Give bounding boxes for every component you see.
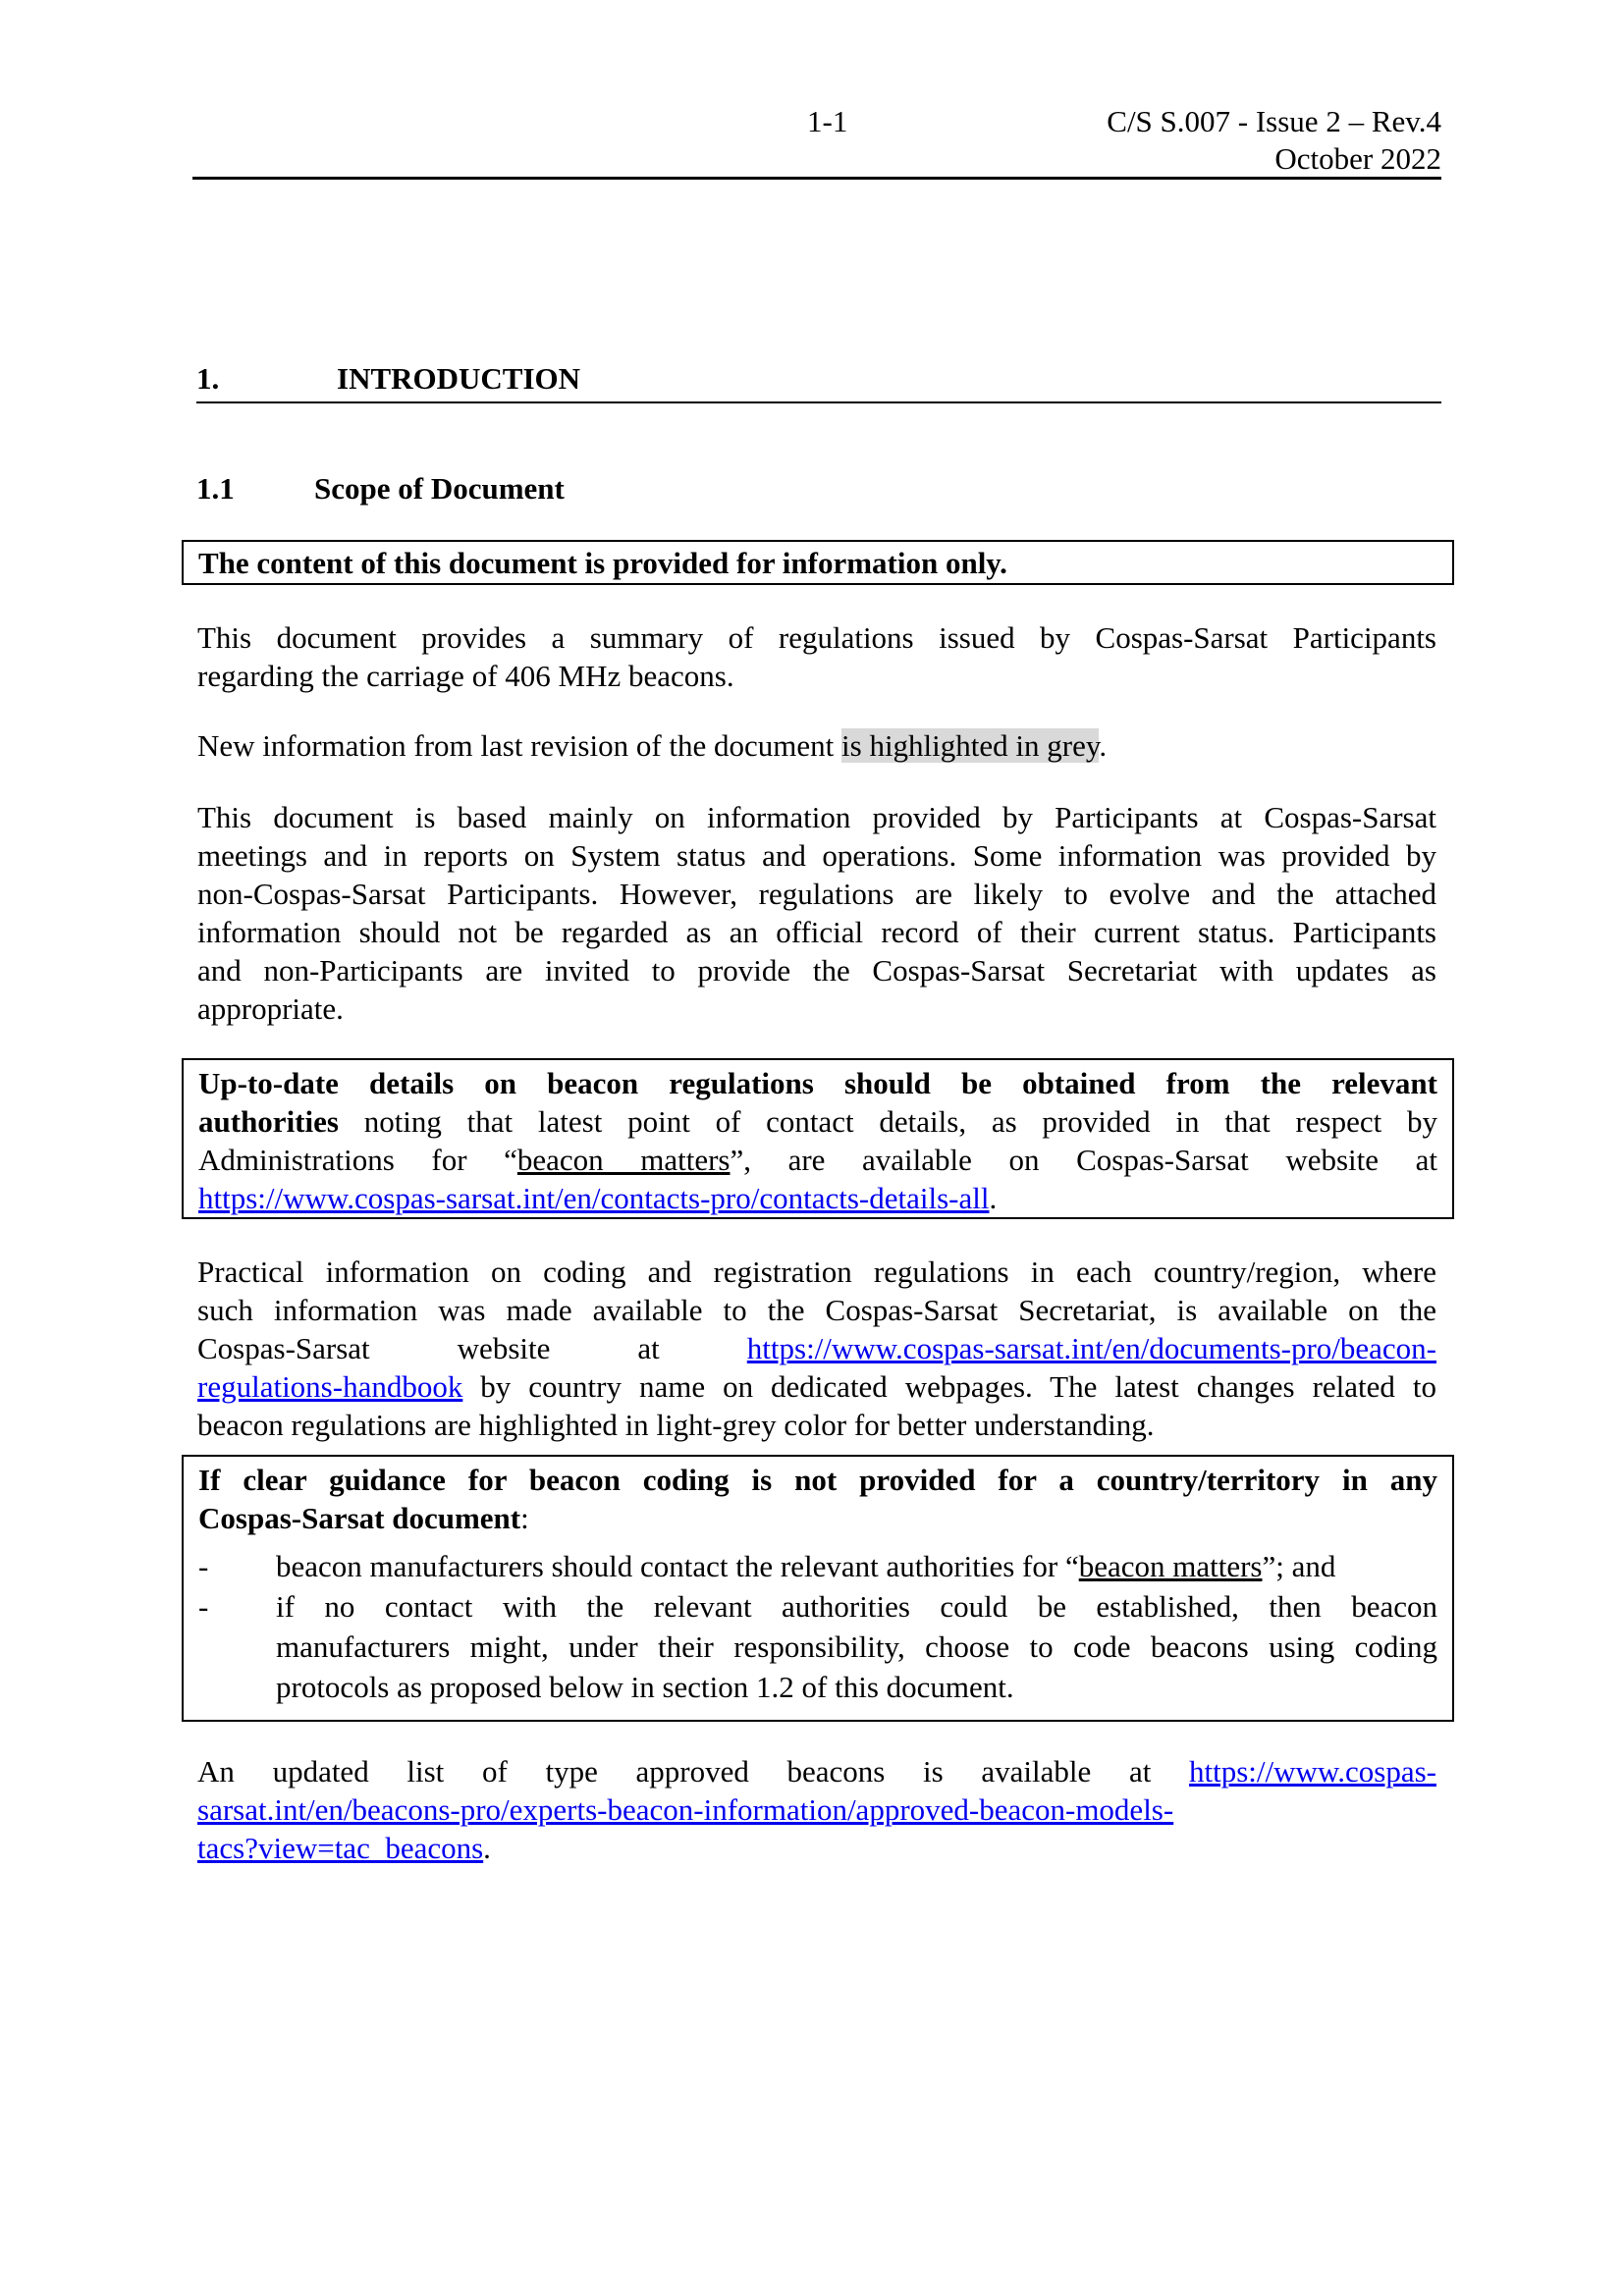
document-reference: C/S S.007 - Issue 2 – Rev.4 bbox=[1107, 104, 1441, 138]
bullet-dash: - bbox=[198, 1549, 209, 1583]
section-number: 1. bbox=[196, 361, 220, 396]
bullet-item bbox=[198, 1586, 1437, 1707]
paragraph-line: information should not be regarded as an official record of their current status. Participants bbox=[197, 915, 1436, 949]
paragraph-line: non-Cospas-Sarsat Participants. However, regulations are likely to evolve and the attached bbox=[197, 877, 1436, 911]
paragraph-line: meetings and in reports on System status and operations. Some information was provided by bbox=[197, 838, 1436, 873]
approved-beacons-link[interactable]: https://www.cospas- bbox=[1189, 1754, 1436, 1789]
paragraph-line: This document is based mainly on information provided by Participants at Cospas-Sarsat bbox=[197, 800, 1436, 834]
highlighted-text: is highlighted in grey bbox=[841, 728, 1100, 763]
box-line bbox=[198, 1499, 1437, 1537]
page-number: 1-1 bbox=[807, 104, 848, 138]
underlined-text: beacon matters bbox=[516, 1143, 731, 1177]
paragraph-line bbox=[197, 1752, 1436, 1790]
box-text: noting that latest point of contact details, as provided in that respect by bbox=[338, 1104, 1437, 1139]
paragraph-text: by country name on dedicated webpages. The latest changes related to bbox=[462, 1369, 1436, 1404]
approved-beacons-link-continued[interactable]: sarsat.int/en/beacons-pro/experts-beacon-information/approved-beacon-models- bbox=[197, 1792, 1174, 1827]
approved-beacons-link-end[interactable]: tacs?view=tac_beacons bbox=[197, 1831, 484, 1865]
coding-guidance-box bbox=[182, 1455, 1454, 1722]
bullet-text: ”; and bbox=[1262, 1549, 1336, 1583]
contacts-link[interactable]: https://www.cospas-sarsat.int/en/contacts-pro/contacts-details-all bbox=[198, 1181, 990, 1215]
box-line: Up-to-date details on beacon regulations should be obtained from the relevant bbox=[198, 1066, 1437, 1100]
bullet-dash: - bbox=[198, 1589, 209, 1624]
paragraph-approved-beacons bbox=[197, 1752, 1436, 1867]
box-line bbox=[198, 1179, 1437, 1217]
notice-box bbox=[182, 540, 1454, 585]
bold-text: Cospas-Sarsat document bbox=[198, 1501, 521, 1535]
paragraph-line: such information was made available to the Cospas-Sarsat Secretariat, is available on the bbox=[197, 1293, 1436, 1327]
paragraph-end: . bbox=[1099, 728, 1108, 763]
paragraph-line: and non-Participants are invited to provide the Cospas-Sarsat Secretariat with updates as bbox=[197, 953, 1436, 988]
paragraph-line: regarding the carriage of 406 MHz beacons. bbox=[197, 659, 734, 693]
document-date: October 2022 bbox=[1274, 141, 1441, 176]
bullet-line: if no contact with the relevant authorities could be established, then beacon bbox=[276, 1589, 1437, 1624]
paragraph-line: This document provides a summary of regulations issued by Cospas-Sarsat Participants bbox=[197, 620, 1436, 655]
header-rule bbox=[192, 177, 1441, 180]
paragraph-practical-info bbox=[197, 1253, 1436, 1444]
notice-text: The content of this document is provided for information only. bbox=[198, 546, 1007, 580]
paragraph-highlight-note bbox=[197, 726, 1436, 765]
paragraph-line bbox=[197, 1329, 1436, 1367]
box-text: . bbox=[989, 1181, 998, 1215]
paragraph-line bbox=[197, 1790, 1436, 1829]
paragraph-end: . bbox=[483, 1831, 491, 1865]
bullet-line: protocols as proposed below in section 1.2 of this document. bbox=[276, 1670, 1014, 1704]
subsection-heading bbox=[196, 469, 565, 507]
underlined-text: beacon matters bbox=[1078, 1549, 1263, 1583]
box-text: Administrations for “ bbox=[198, 1143, 517, 1177]
bold-text: authorities bbox=[198, 1104, 339, 1139]
paragraph-basis bbox=[197, 798, 1436, 1028]
box-line bbox=[198, 1102, 1437, 1141]
subsection-number: 1.1 bbox=[196, 471, 235, 506]
box-line bbox=[198, 1141, 1437, 1179]
paragraph-line bbox=[197, 1367, 1436, 1406]
bullet-text: beacon manufacturers should contact the relevant authorities for “ bbox=[276, 1549, 1079, 1583]
bullet-item bbox=[198, 1546, 1437, 1586]
paragraph-line: appropriate. bbox=[197, 991, 344, 1026]
handbook-link[interactable]: https://www.cospas-sarsat.int/en/documents-pro/beacon- bbox=[746, 1331, 1436, 1365]
box-line: If clear guidance for beacon coding is not provided for a country/territory in any bbox=[198, 1463, 1437, 1497]
box-text: : bbox=[520, 1501, 529, 1535]
section-title: INTRODUCTION bbox=[337, 361, 581, 396]
paragraph-text: An updated list of type approved beacons is available at bbox=[197, 1754, 1189, 1789]
paragraph-line: Practical information on coding and registration regulations in each country/region, where bbox=[197, 1255, 1436, 1289]
paragraph-summary bbox=[197, 618, 1436, 695]
paragraph-line: beacon regulations are highlighted in light-grey color for better understanding. bbox=[197, 1408, 1155, 1442]
bullet-line: manufacturers might, under their responsibility, choose to code beacons using coding bbox=[276, 1629, 1437, 1664]
paragraph-text: New information from last revision of the document bbox=[197, 728, 842, 763]
box-text: ”, are available on Cospas-Sarsat website at bbox=[730, 1143, 1437, 1177]
section-heading bbox=[196, 359, 1441, 403]
paragraph-text: Cospas-Sarsat website at bbox=[197, 1331, 747, 1365]
paragraph-line bbox=[197, 1829, 1436, 1867]
handbook-link-continued[interactable]: regulations-handbook bbox=[197, 1369, 463, 1404]
subsection-title: Scope of Document bbox=[314, 471, 565, 506]
regulations-contact-box bbox=[182, 1058, 1454, 1219]
